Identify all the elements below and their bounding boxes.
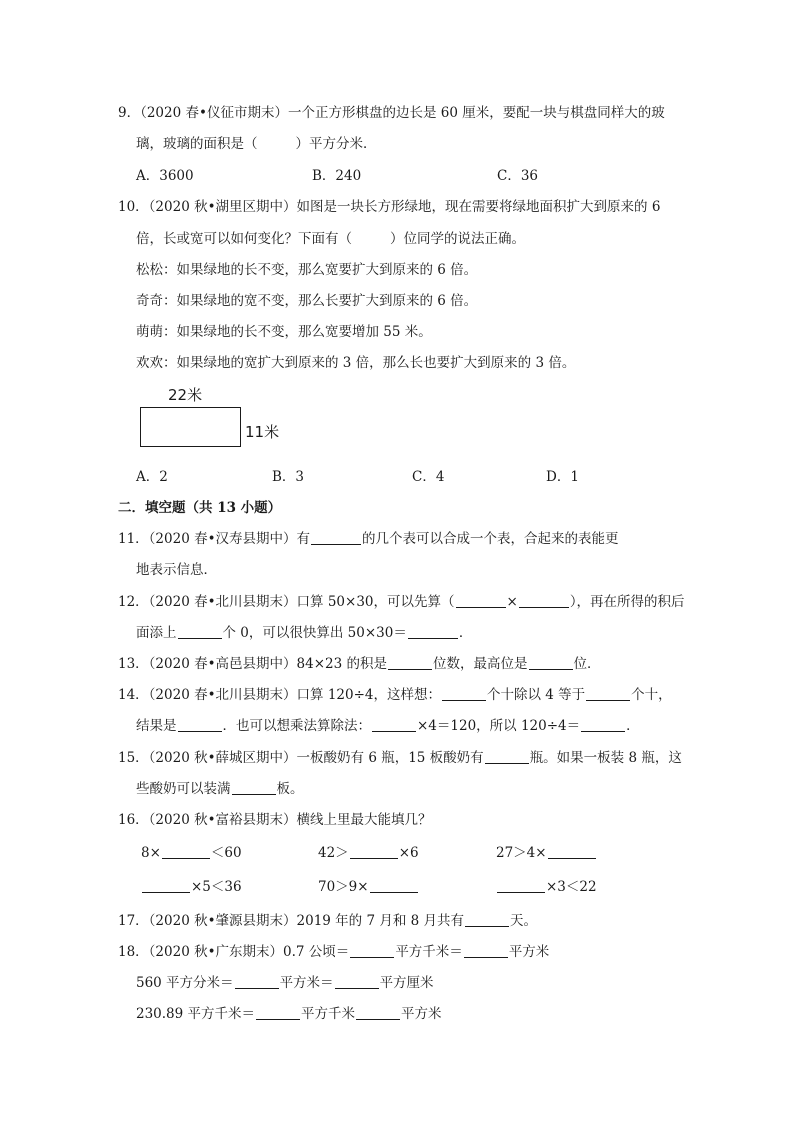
q9-option-c: C．36 [497,168,539,184]
q16-item: 70＞9× [318,877,419,897]
q15-line1: 15．（2020 秋•薛城区期中）一板酸奶有 6 瓶，15 板酸奶有 瓶。如果一板装 8 瓶，这 [118,750,682,766]
q13-line: 13．（2020 春•高邑县期中）84×23 的积是 位数，最高位是 位． [118,656,601,672]
q10-statement: 松松：如果绿地的长不变，那么宽要扩大到原来的 6 倍。 [136,262,478,278]
q10-option-b: B．3 [272,469,305,485]
rect-length-label: 22米 [168,386,203,404]
q17-line: 17．（2020 秋•肇源县期末）2019 年的 7 月和 8 月共有 天。 [118,913,538,929]
q18-line2: 560 平方分米＝ 平方米＝ 平方厘米 [136,975,434,991]
section-heading: 二．填空题（共 13 小题） [118,500,282,516]
q9-line1: 9．（2020 春•仪征市期末）一个正方形棋盘的边长是 60 厘米，要配一块与棋盘同样大的玻 [118,105,665,121]
q10-option-a: A．2 [136,469,168,485]
q10-option-c: C．4 [412,469,445,485]
q14-line1: 14．（2020 春•北川县期末）口算 120÷4，这样想： 个十除以 4 等于 个十， [118,687,672,703]
q16-item: 42＞ ×6 [318,845,419,861]
q9-option-a: A．3600 [136,168,194,184]
green-field-rectangle [140,407,241,447]
q9-line2: 璃，玻璃的面积是（ ）平方分米． [136,136,377,152]
q10-statement: 萌萌：如果绿地的长不变，那么宽要增加 55 米。 [136,324,432,340]
q16-item: 27＞4× [496,843,597,863]
q15-line2: 些酸奶可以装满 板。 [136,781,304,797]
q18-line3: 230.89 平方千米＝ 平方千米 平方米 [136,1006,442,1022]
q10-statement: 欢欢：如果绿地的宽扩大到原来的 3 倍，那么长也要扩大到原来的 3 倍。 [136,355,576,371]
q16-item: ×5＜36 [141,877,242,897]
q12-line2: 面添上 个 0，可以很快算出 50×30＝ ． [136,625,473,641]
q11-line1: 11．（2020 春•汉寿县期中）有 的几个表可以合成一个表，合起来的表能更 [118,531,619,547]
q14-line2: 结果是 ．也可以想乘法算除法： ×4＝120，所以 120÷4＝ ． [136,718,640,734]
q10-option-d: D．1 [546,469,579,485]
q16-title: 16．（2020 秋•富裕县期末）横线上里最大能填几？ [118,812,432,828]
q12-line1: 12．（2020 春•北川县期末）口算 50×30，可以先算（ × ），再在所得的积后 [118,594,685,610]
q10-statement: 奇奇：如果绿地的宽不变，那么长要扩大到原来的 6 倍。 [136,293,478,309]
q16-item: ×3＜22 [496,877,597,897]
q18-line1: 18．（2020 秋•广东期末）0.7 公顷＝ 平方千米＝ 平方米 [118,944,550,960]
q10-line2: 倍，长或宽可以如何变化？下面有（ ）位同学的说法正确。 [136,231,525,247]
q10-line1: 10．（2020 秋•湖里区期中）如图是一块长方形绿地，现在需要将绿地面积扩大到原来的 6 [118,199,661,215]
q16-item: 8× ＜60 [141,845,242,861]
rect-width-label: 11米 [245,423,280,441]
q9-option-b: B．240 [312,168,362,184]
q11-line2: 地表示信息． [136,562,217,578]
